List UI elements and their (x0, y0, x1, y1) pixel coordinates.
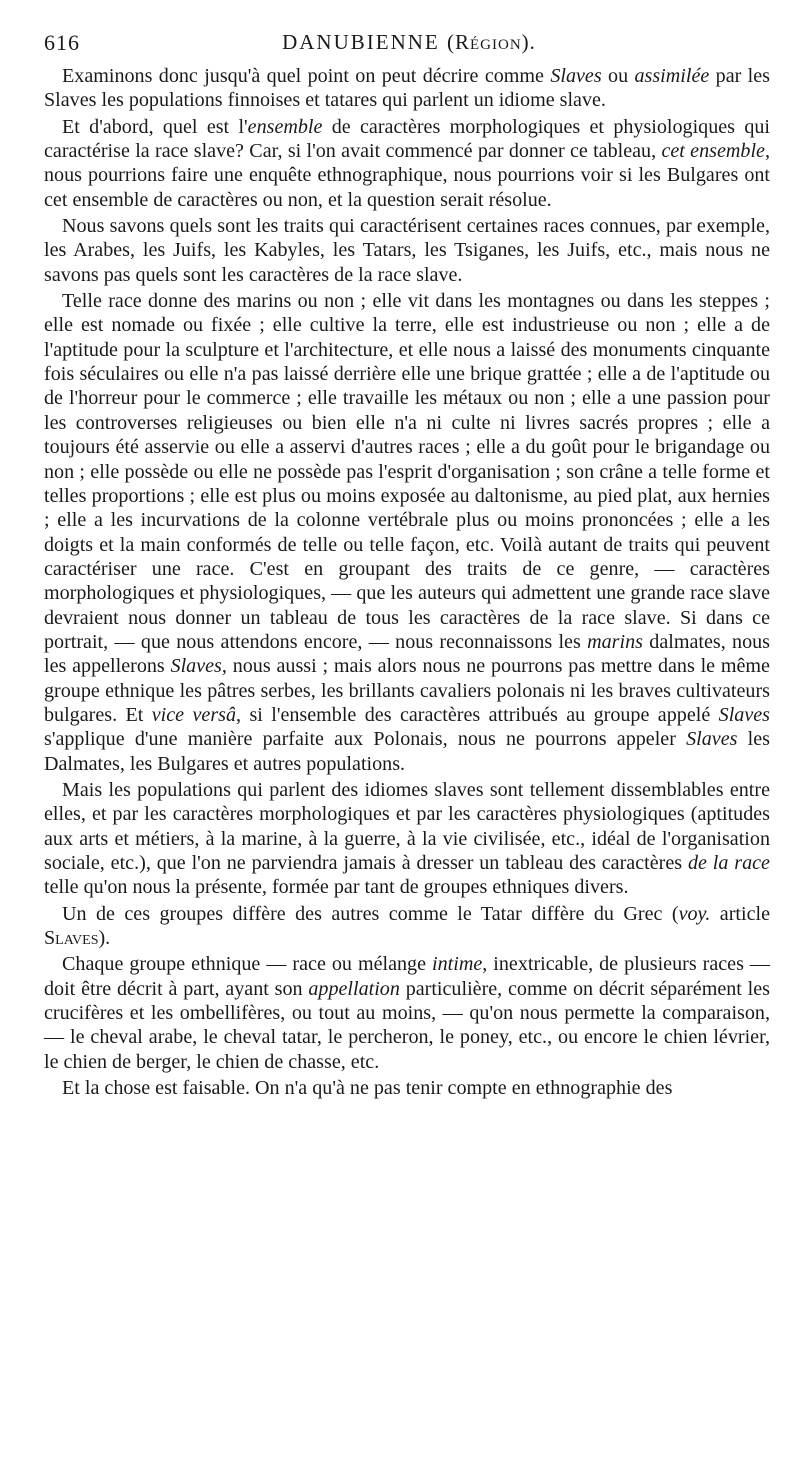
page-heading (44, 30, 774, 55)
text-run: telle qu'on nous la présente, formée par tant de groupes ethniques divers. (44, 876, 629, 899)
italic-text: appellation (308, 977, 400, 1000)
text-run: Examinons donc jusqu'à quel point on peut décrire comme (62, 65, 551, 87)
text-run: s'applique d'une manière parfaite aux Polonais, nous ne pourrons appeler (44, 728, 687, 751)
italic-text: assimilée (634, 65, 710, 87)
italic-text: Slaves (170, 655, 222, 678)
text-run: Et la chose est faisable. On n'a qu'à ne pas tenir compte en ethnographie des (62, 1077, 673, 1100)
heading-region: (Région). (447, 30, 536, 54)
italic-text: Slaves (718, 703, 770, 726)
text-run: , nous aussi ; mais alors nous ne pourrons pas mettre dans le même groupe ethnique les pâtres serbes, les brillants cavaliers polonais ni les braves cultivateurs bulgares. Et (44, 655, 770, 726)
text-run: ou (601, 65, 635, 87)
paragraph (44, 952, 770, 1074)
italic-text: cet ensemble (661, 140, 765, 163)
text-run: Telle race donne des marins ou non ; elle vit dans les montagnes ou dans les steppes ; elle est nomade ou fixée ; elle cultive la terre, elle est industrieuse ou non ; elle a de l'aptitude pour la sculpture et l'architecture, et elle nous a laissé des monuments cinquante fois séculaires ou elle n'a pas laissé derrière elle une brique grattée ; elle a de l'aptitude ou de l'horreur pour le commerce ; elle travaille les métaux ou non ; elle a une passion pour les controverses religieuses ou bien elle n'a ni culte ni livres sacrés propres ; elle a toujours été asservie ou elle a asservi d'autres races ; elle a du goût pour le brigandage ou non ; elle possède ou elle ne possède pas l'esprit d'organisation ; son crâne a telle forme et telles proportions ; elle est plus ou moins exposée au daltonisme, au pied plat, aux hernies ; elle a les incurvations de la colonne vertébrale plus ou moins prononcées ; elle a les doigts et la main conformés de telle ou telle façon, etc. Voilà autant de traits qui peuvent caractériser une race. C'est en groupant des traits de ce genre, — caractères morphologiques et physiologiques, — que les auteurs qui admettent une grande race slave devraient nous donner un tableau de tous les caractères de la race slave. Si dans ce portrait, — que nous attendons encore, — nous reconnaissons les (44, 290, 770, 653)
paragraph (44, 214, 770, 287)
page-number: 616 (44, 30, 80, 55)
italic-text: voy. (678, 902, 711, 925)
paragraph (44, 1076, 770, 1100)
paragraph (44, 115, 770, 212)
text-run: article (710, 902, 770, 925)
italic-text: Slaves (686, 728, 738, 751)
italic-text: vice versâ (151, 703, 237, 726)
text-run: Mais les populations qui parlent des idiomes slaves sont tellement dissemblables entre elles, et par les caractères morphologiques et par les caractères physiologiques (aptitudes aux arts et métiers, à la marine, à la guerre, à la vie civilisée, etc., idéal de l'organisation sociale, etc.), que l'on ne parviendra jamais à dresser un tableau des caractères (44, 778, 770, 874)
paragraph (44, 902, 770, 951)
text-run: Un de ces groupes diffère des autres comme le Tatar diffère du Grec ( (62, 902, 679, 925)
text-run: Et d'abord, quel est l' (62, 115, 248, 138)
text-run: Chaque groupe ethnique — race ou mélange (62, 953, 433, 976)
text-run: , inextricable, de plusieurs races — doit être décrit à part, ayant son (44, 953, 770, 1000)
italic-text: marins (587, 630, 643, 653)
text-run: particulière, comme on décrit séparément les crucifères et les ombellifères, ou tout au moins, — qu'on nous permette la comparaison, — le cheval arabe, le cheval tatar, le percheron, le poney, etc., ou encore le chien lévrier, le chien de berger, le chien de chasse, etc. (44, 977, 771, 1073)
text-run: ). (98, 927, 111, 950)
text-run: Nous savons quels sont les traits qui caractérisent certaines races connues, par exemple, les Arabes, les Juifs, les Kabyles, les Tatars, les Tsiganes, les Juifs, etc., mais nous ne savons pas quels sont les caractères de la race slave. (44, 215, 770, 286)
running-head (44, 30, 774, 62)
text-run: , si l'ensemble des caractères attribués au groupe appelé (236, 703, 719, 726)
text-run: , nous pourrions faire une enquête ethnographique, nous pourrions voir si les Bulgares ont cet ensemble de caractères ou non, et la question serait résolue. (44, 140, 770, 211)
heading-title: DANUBIENNE (282, 30, 440, 54)
italic-text: intime (432, 953, 483, 976)
italic-text: Slaves (550, 65, 602, 87)
text-run: de caractères morphologiques et physiologiques qui caractérise la race slave? Car, si l'on avait commencé par donner ce tableau, (44, 115, 770, 163)
body-text (44, 64, 770, 1102)
text-run: dalmates, nous les appellerons (44, 630, 770, 678)
paragraph (44, 64, 770, 113)
italic-text: de la race (687, 852, 770, 874)
italic-text: ensemble (247, 115, 323, 138)
paragraph (44, 778, 770, 900)
smallcaps-text: Slaves (44, 927, 99, 950)
paragraph (44, 289, 770, 776)
text-run: les Dalmates, les Bulgares et autres populations. (44, 728, 770, 775)
text-run: par les Slaves les populations finnoises et tatares qui parlent un idiome slave. (44, 65, 771, 112)
